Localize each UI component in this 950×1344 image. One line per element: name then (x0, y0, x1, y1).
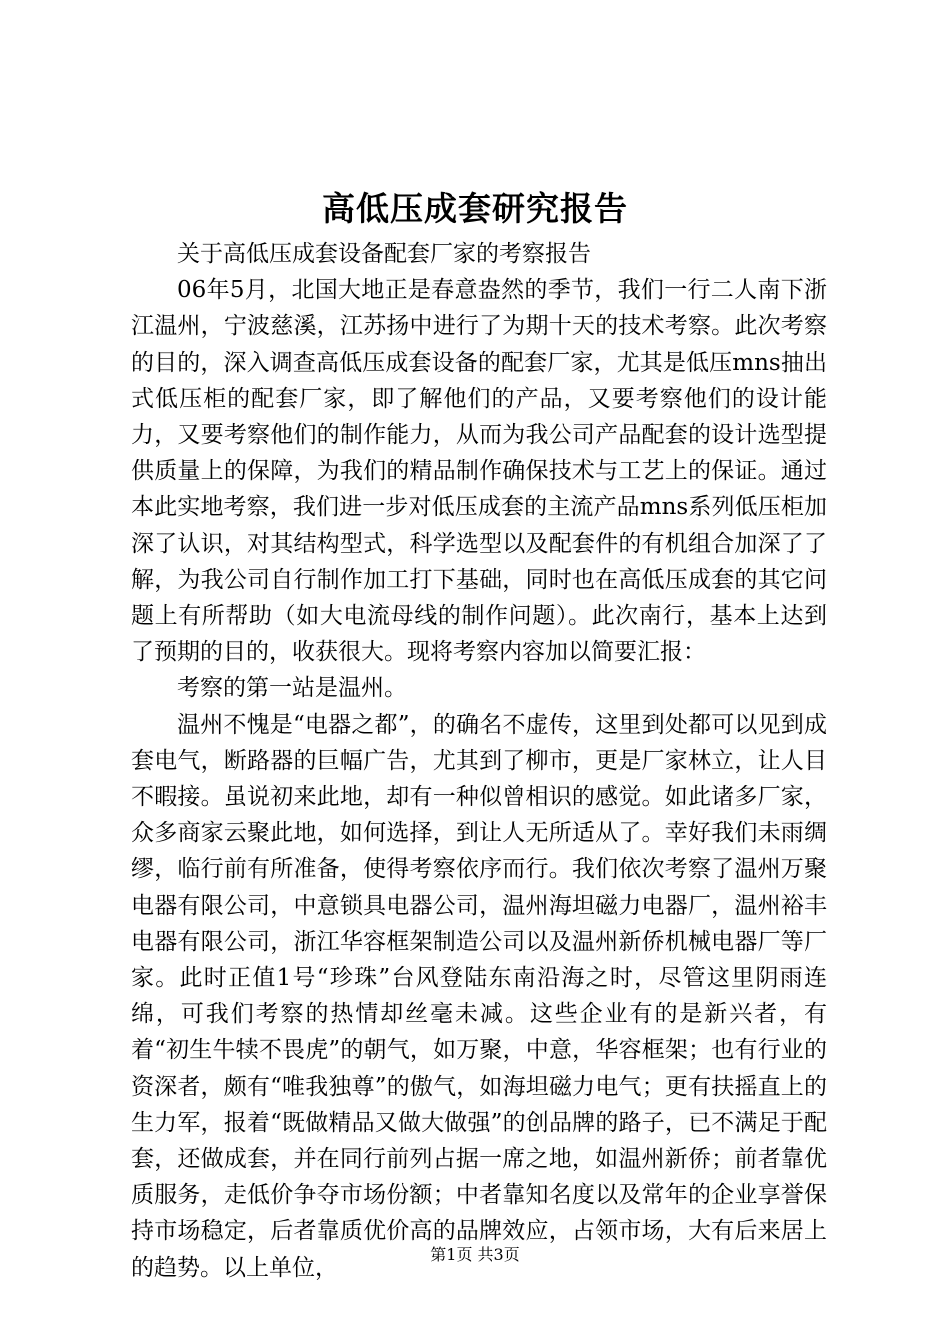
paragraph-first-stop: 考察的第一站是温州。 (177, 675, 407, 702)
document-title: 高低压成套研究报告 (322, 189, 628, 228)
paragraph-wenzhou: 温州不愧是“电器之都”，的确名不虚传，这里到处都可以见到成套电气，断路器的巨幅广告，尤其到了柳市，更是厂家林立，让人目不暇接。虽说初来此地，却有一种似曾相识的感觉。如此诸多厂家，众多商家云聚此地，如何选择，到让人无所适从了。幸好我们未雨绸缪，临行前有所准备，使得考察依序而行。我们依次考察了温州万聚电器有限公司，中意锁具电器公司，温州海坦磁力电器厂，温州裕丰电器有限公司，浙江华容框架制造公司以及温州新侨机械电器厂等厂家。此时正值1号“珍珠”台风登陆东南沿海之时，尽管这里阴雨连绵，可我们考察的热情却丝毫未减。这些企业有的是新兴者，有着“初生牛犊不畏虎”的朝气，如万聚，中意，华容框架；也有行业的资深者，颇有“唯我独尊”的傲气，如海坦磁力电气；更有扶摇直上的生力军，报着“既做精品又做大做强”的创品牌的路子，已不满足于配套，还做成套，并在同行前列占据一席之地，如温州新侨；前者靠优质服务，走低价争夺市场份额；中者靠知名度以及常年的企业享誉保持市场稳定，后者靠质优价高的品牌效应，占领市场，大有后来居上的趋势。以上单位， (131, 711, 827, 1281)
paragraph-intro: 06年5月，北国大地正是春意盎然的季节，我们一行二人南下浙江温州，宁波慈溪，江苏扬中进行了为期十天的技术考察。此次考察的目的，深入调查高低压成套设备的配套厂家，尤其是低压mns抽出式低压柜的配套厂家，即了解他们的产品，又要考察他们的设计能力，又要考察他们的制作能力，从而为我公司产品配套的设计选型提供质量上的保障，为我们的精品制作确保技术与工艺上的保证。通过本此实地考察，我们进一步对低压成套的主流产品mns系列低压柜加深了认识，对其结构型式，科学选型以及配套件的有机组合加深了了解，为我公司自行制作加工打下基础，同时也在高低压成套的其它问题上有所帮助（如大电流母线的制作问题）。此次南行，基本上达到了预期的目的，收获很大。现将考察内容加以简要汇报： (131, 277, 827, 666)
paragraph-subtitle: 关于高低压成套设备配套厂家的考察报告 (177, 241, 591, 267)
page-footer: 第1页 共3页 (430, 1245, 520, 1264)
document-body (131, 236, 827, 1286)
